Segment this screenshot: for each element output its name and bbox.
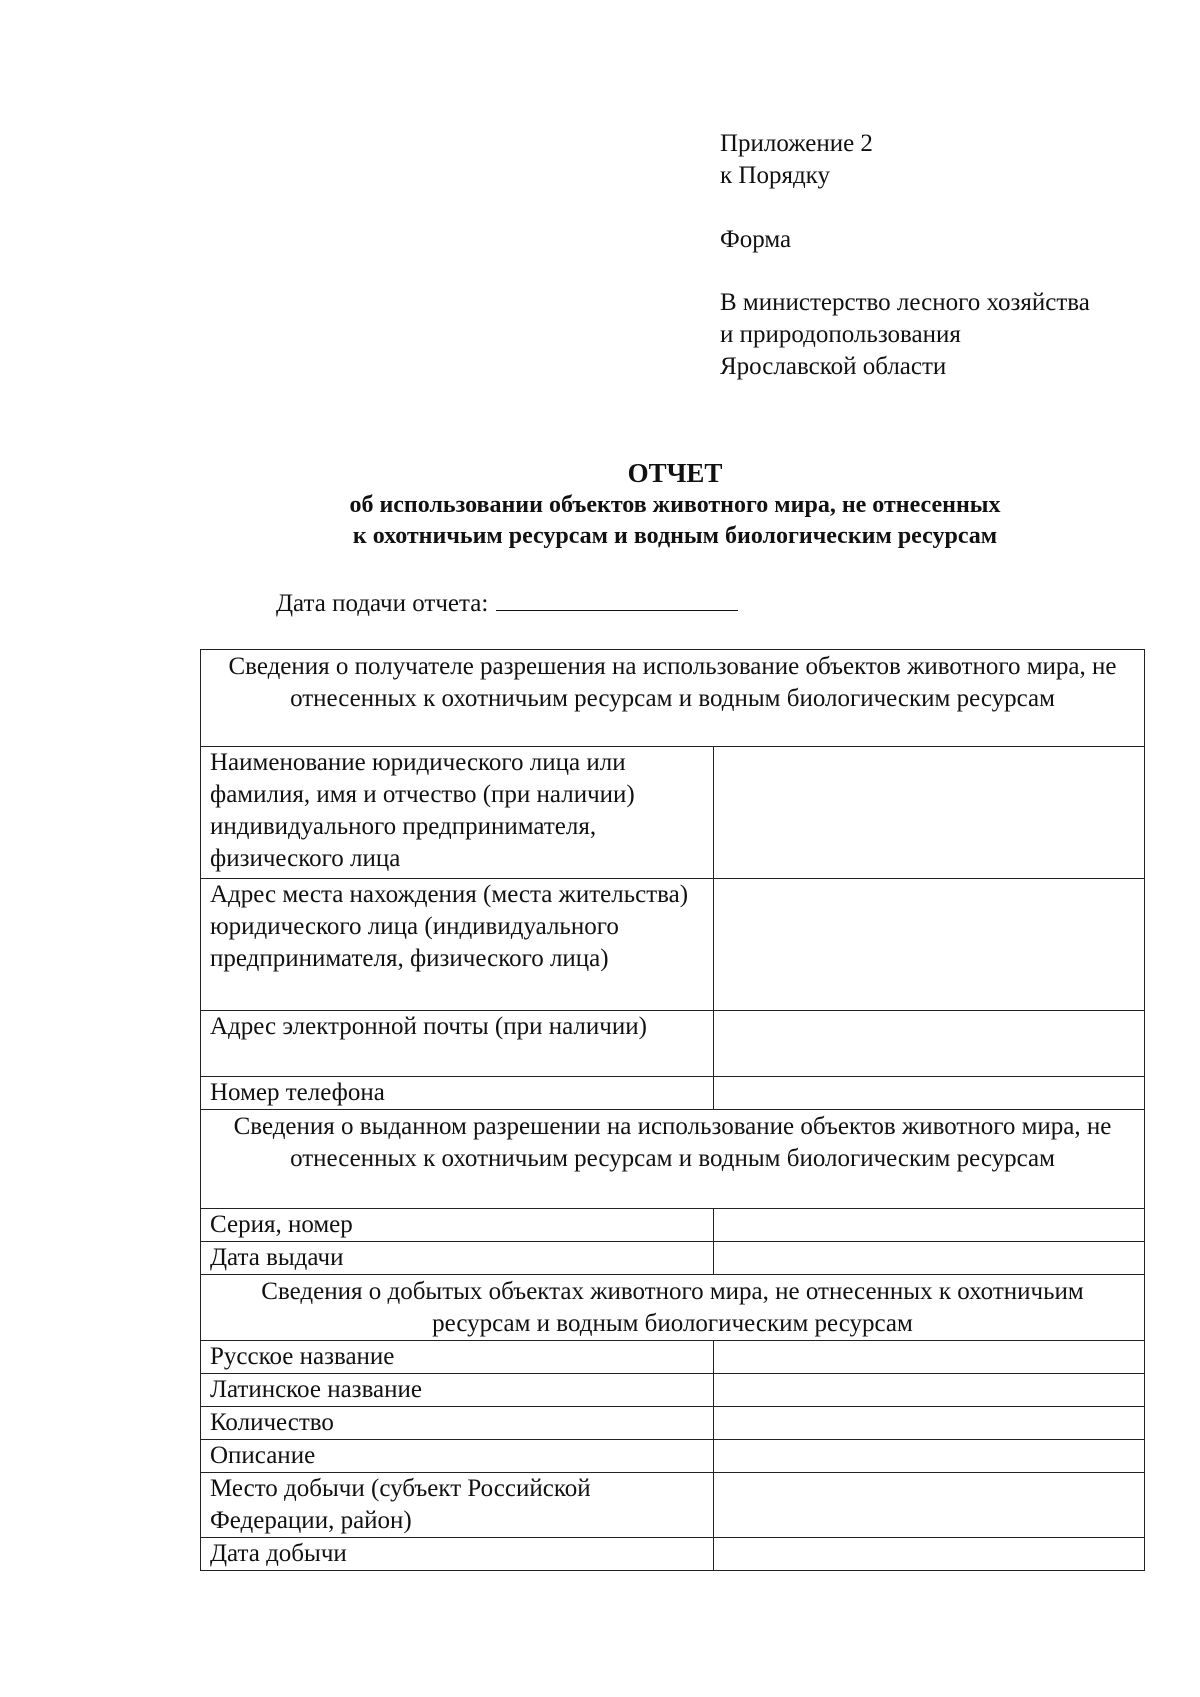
section-heading-recipient: Сведения о получателе разрешения на использование объектов животного мира, не отнесенных к охотничьим ресурсам и водным биологическим ресурсам <box>201 650 1145 747</box>
row-label-phone: Номер телефона <box>201 1077 714 1110</box>
row-value-latin-name[interactable] <box>713 1374 1144 1407</box>
row-value-quantity[interactable] <box>713 1407 1144 1440</box>
table-row <box>201 747 1145 879</box>
table-row <box>201 1538 1145 1571</box>
section-heading-permit: Сведения о выданном разрешении на использование объектов животного мира, не отнесенных к охотничьим ресурсам и водным биологическим ресурсам <box>201 1110 1145 1209</box>
row-label-issue-date: Дата выдачи <box>201 1242 714 1275</box>
section-header-row <box>201 1275 1145 1341</box>
submission-date-field[interactable] <box>496 586 738 611</box>
report-title <box>180 456 1170 552</box>
row-label-address: Адрес места нахождения (места жительства) юридического лица (индивидуального предпринимателя, физического лица) <box>201 879 714 1011</box>
report-title-line-1: об использовании объектов животного мира, не отнесенных <box>349 492 1001 518</box>
row-value-phone[interactable] <box>713 1077 1144 1110</box>
row-label-email: Адрес электронной почты (при наличии) <box>201 1011 714 1077</box>
row-value-catch-date[interactable] <box>713 1538 1144 1571</box>
section-heading-catch: Сведения о добытых объектах животного мира, не отнесенных к охотничьим ресурсам и водным биологическим ресурсам <box>201 1275 1145 1341</box>
row-label-russian-name: Русское название <box>201 1341 714 1374</box>
row-value-catch-place[interactable] <box>713 1473 1144 1538</box>
table-row <box>201 879 1145 1011</box>
row-value-series[interactable] <box>713 1209 1144 1242</box>
section-header-row <box>201 650 1145 747</box>
row-value-email[interactable] <box>713 1011 1144 1077</box>
table-row <box>201 1440 1145 1473</box>
table-row <box>201 1077 1145 1110</box>
addressee-line-1: В министерство лесного хозяйства <box>720 289 1090 316</box>
table-row <box>201 1407 1145 1440</box>
row-label-quantity: Количество <box>201 1407 714 1440</box>
submission-date-label: Дата подачи отчета: <box>276 590 489 617</box>
row-label-catch-place: Место добычи (субъект Российской Федерации, район) <box>201 1473 714 1538</box>
report-title-main: ОТЧЕТ <box>627 458 723 488</box>
report-table <box>200 649 1145 1571</box>
section-header-row <box>201 1110 1145 1209</box>
row-label-name: Наименование юридического лица или фамилия, имя и отчество (при наличии) индивидуального предпринимателя, физического лица <box>201 747 714 879</box>
table-row <box>201 1242 1145 1275</box>
table-row <box>201 1374 1145 1407</box>
appendix-number: Приложение 2 <box>720 130 873 157</box>
row-value-address[interactable] <box>713 879 1144 1011</box>
submission-date <box>276 586 738 620</box>
row-label-latin-name: Латинское название <box>201 1374 714 1407</box>
addressee-line-2: и природопользования <box>720 321 961 348</box>
appendix-header <box>720 128 1160 383</box>
table-row <box>201 1011 1145 1077</box>
row-value-name[interactable] <box>713 747 1144 879</box>
addressee-line-3: Ярославской области <box>720 353 947 380</box>
report-title-line-2: к охотничьим ресурсам и водным биологическим ресурсам <box>352 523 998 549</box>
form-label: Форма <box>720 226 792 253</box>
row-label-catch-date: Дата добычи <box>201 1538 714 1571</box>
row-value-issue-date[interactable] <box>713 1242 1144 1275</box>
table-row <box>201 1473 1145 1538</box>
table-row <box>201 1341 1145 1374</box>
row-value-russian-name[interactable] <box>713 1341 1144 1374</box>
row-label-description: Описание <box>201 1440 714 1473</box>
row-value-description[interactable] <box>713 1440 1144 1473</box>
table-row <box>201 1209 1145 1242</box>
row-label-series: Серия, номер <box>201 1209 714 1242</box>
appendix-reference: к Порядку <box>720 162 830 189</box>
